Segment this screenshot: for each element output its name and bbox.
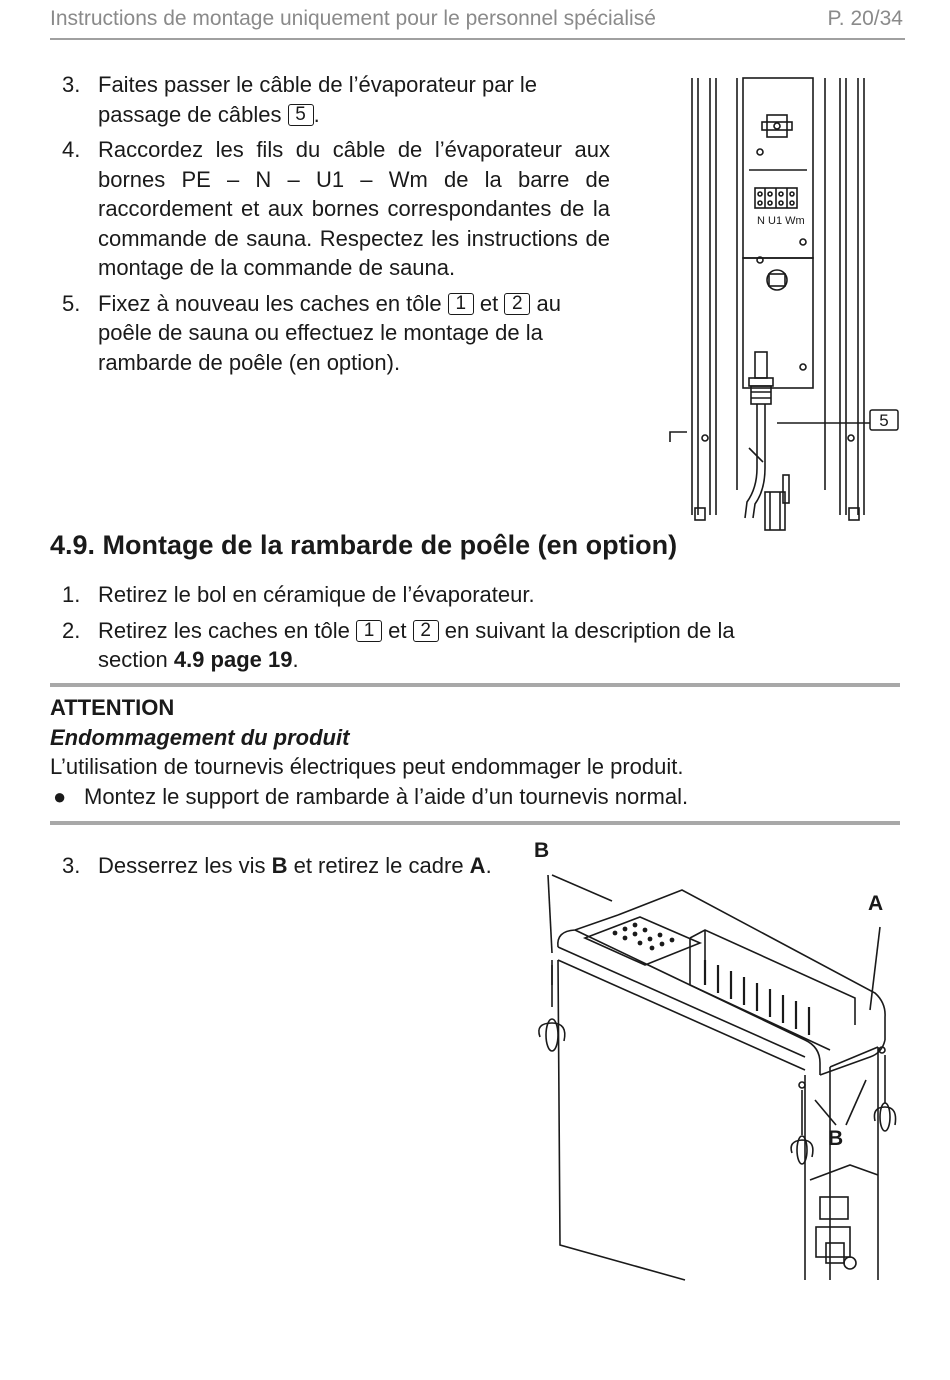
step-number: 3. — [62, 853, 81, 878]
reference-box: 2 — [413, 620, 439, 642]
label-a-ref: A — [469, 853, 486, 878]
step-number: 2. — [62, 617, 81, 643]
label-b-bottom: B — [828, 1127, 844, 1150]
heater-frame-drawing — [530, 835, 930, 1285]
notice-body: L’utilisation de tournevis électriques peut endommager le produit. — [50, 754, 684, 779]
step-text: et — [382, 617, 413, 643]
step-number: 4. — [62, 137, 81, 162]
step-text: et — [473, 290, 505, 316]
step-text: Fixez à nouveau les caches en tôle — [98, 290, 448, 316]
step-text: en suivant la description de la section — [98, 617, 735, 672]
reference-box: 1 — [448, 293, 474, 315]
section-reference: 4.9 page 19 — [173, 647, 293, 672]
reference-box: 2 — [504, 293, 530, 315]
step-text: Retirez le bol en céramique de l’évaporateur. — [98, 582, 535, 607]
step-text: Retirez les caches en tôle — [98, 617, 357, 643]
evaporator-cable-drawing — [665, 70, 910, 535]
step-text: Faites passer le câble de l’évaporateur par le passage de câbles — [98, 72, 538, 127]
notice-subtitle: Endommagement du produit — [50, 724, 350, 750]
notice-bullet-text: Montez le support de rambarde à l’aide d’un tournevis normal. — [84, 783, 689, 809]
section-steps-list — [50, 580, 770, 681]
step-text: au poêle de sauna ou effectuez le montage de la rambarde de poêle (en option). — [98, 290, 561, 375]
top-steps-list — [50, 70, 610, 383]
frame-steps-list — [50, 851, 530, 887]
label-b-ref: B — [271, 853, 288, 878]
list-item — [50, 289, 610, 378]
page-number: P. 20/34 — [827, 7, 903, 30]
list-item — [50, 70, 610, 129]
label-b-top: B — [534, 839, 550, 862]
callout-5: 5 — [879, 411, 889, 430]
attention-notice — [50, 683, 900, 825]
step-text: Raccordez les fils du câble de l’évaporateur aux bornes PE – N – U1 – Wm de la barre de raccordement et aux bornes correspondantes de la commande de sauna. Respectez les instructions de montage de la commande de sauna. — [98, 137, 610, 280]
page-header — [50, 4, 905, 40]
header-title: Instructions de montage uniquement pour le personnel spécialisé — [50, 7, 656, 30]
terminal-labels: N U1 Wm — [757, 215, 805, 227]
step-number: 3. — [62, 72, 81, 97]
step-text: . — [292, 647, 299, 672]
list-item — [50, 580, 770, 610]
step-number: 1. — [62, 582, 81, 607]
bullet-icon: ● — [53, 783, 67, 809]
notice-bullet — [50, 782, 900, 812]
notice-title: ATTENTION — [50, 695, 175, 720]
list-item — [50, 616, 770, 675]
reference-box: 1 — [356, 620, 382, 642]
reference-box: 5 — [288, 104, 314, 126]
section-title: 4.9. Montage de la rambarde de poêle (en option) — [50, 530, 678, 560]
step-text: . — [313, 101, 320, 127]
list-item — [50, 135, 610, 283]
step-text: et retirez le cadre — [287, 853, 470, 878]
label-a: A — [868, 892, 884, 915]
step-text: Desserrez les vis — [98, 853, 272, 878]
step-text: . — [485, 853, 492, 878]
list-item — [50, 851, 530, 881]
step-number: 5. — [62, 290, 81, 316]
